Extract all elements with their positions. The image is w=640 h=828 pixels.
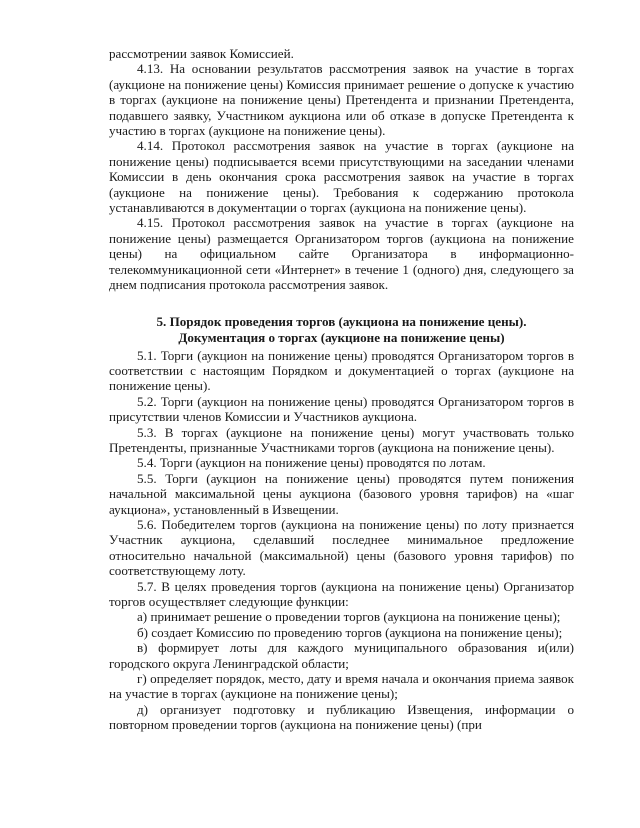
paragraph-4-15: 4.15. Протокол рассмотрения заявок на участие в торгах (аукционе на понижение цены) размещается Организатором торгов (аукциона на понижение цены) на официальном сайте Организатора в информационно-телекоммуникационной сети «Интернет» в течение 1 (одного) дня, следующего за днем подписания протокола рассмотрения заявок.	[109, 215, 574, 293]
paragraph-5-6: 5.6. Победителем торгов (аукциона на понижение цены) по лоту признается Участник аукциона, сделавший последнее минимальное предложение относительно начальной (максимальной) цены (базового уровня тарифов) по соответствующему лоту.	[109, 516, 574, 579]
section-heading	[109, 314, 574, 346]
paragraph-continuation: рассмотрении заявок Комиссией.	[109, 46, 294, 61]
list-item-d: д) организует подготовку и публикацию Извещения, информации о повторном проведении торгов (аукциона на понижение цены) (при	[109, 701, 574, 733]
paragraph-5-4: 5.4. Торги (аукцион на понижение цены) проводятся по лотам.	[137, 455, 486, 471]
paragraph-5-1: 5.1. Торги (аукцион на понижение цены) проводятся Организатором торгов в соответствии с настоящим Порядком и документацией о торгах (аукционе на понижение цены).	[109, 347, 574, 394]
paragraph-5-5: 5.5. Торги (аукцион на понижение цены) проводятся путем понижения начальной максимальной цены аукциона (базового уровня тарифов) на «шаг аукциона», установленный в Извещении.	[109, 470, 574, 517]
list-item-v: в) формирует лоты для каждого муниципального образования и(или) городского округа Ленинградской области;	[109, 640, 574, 671]
paragraph-4-13: 4.13. На основании результатов рассмотрения заявок на участие в торгах (аукционе на понижение цены) Комиссия принимает решение о допуске к участию в торгах (аукционе на понижение цены) Претендента и признании Претендента, подавшего заявку, Участником аукциона или об отказе в допуске Претендента к участию в торгах (аукционе на понижение цены).	[109, 61, 574, 139]
paragraph-4-14: 4.14. Протокол рассмотрения заявок на участие в торгах (аукционе на понижение цены) подписывается всеми присутствующими на заседании членами Комиссии в день окончания срока рассмотрения заявок на участие в торгах (аукционе на понижение цены). Требования к содержанию протокола устанавливаются в документации о торгах (аукциона на понижение цены).	[109, 138, 574, 216]
paragraph-5-3: 5.3. В торгах (аукционе на понижение цены) могут участвовать только Претенденты, признанные Участниками торгов (аукциона на понижение цены).	[109, 424, 574, 455]
section-heading-line-2: Документация о торгах (аукционе на понижение цены)	[178, 329, 505, 345]
paragraph-5-2: 5.2. Торги (аукцион на понижение цены) проводятся Организатором торгов в присутствии членов Комиссии и Участников аукциона.	[109, 393, 574, 425]
list-item-g: г) определяет порядок, место, дату и время начала и окончания приема заявок на участие в торгах (аукционе на понижение цены);	[109, 671, 574, 702]
section-heading-line-1: 5. Порядок проведения торгов (аукциона на понижение цены).	[156, 313, 527, 329]
paragraph-5-7: 5.7. В целях проведения торгов (аукциона на понижение цены) Организатор торгов осуществляет следующие функции:	[109, 578, 574, 609]
list-item-b: б) создает Комиссию по проведению торгов (аукциона на понижение цены);	[137, 624, 563, 640]
list-item-a: а) принимает решение о проведении торгов (аукциона на понижение цены);	[137, 609, 561, 625]
